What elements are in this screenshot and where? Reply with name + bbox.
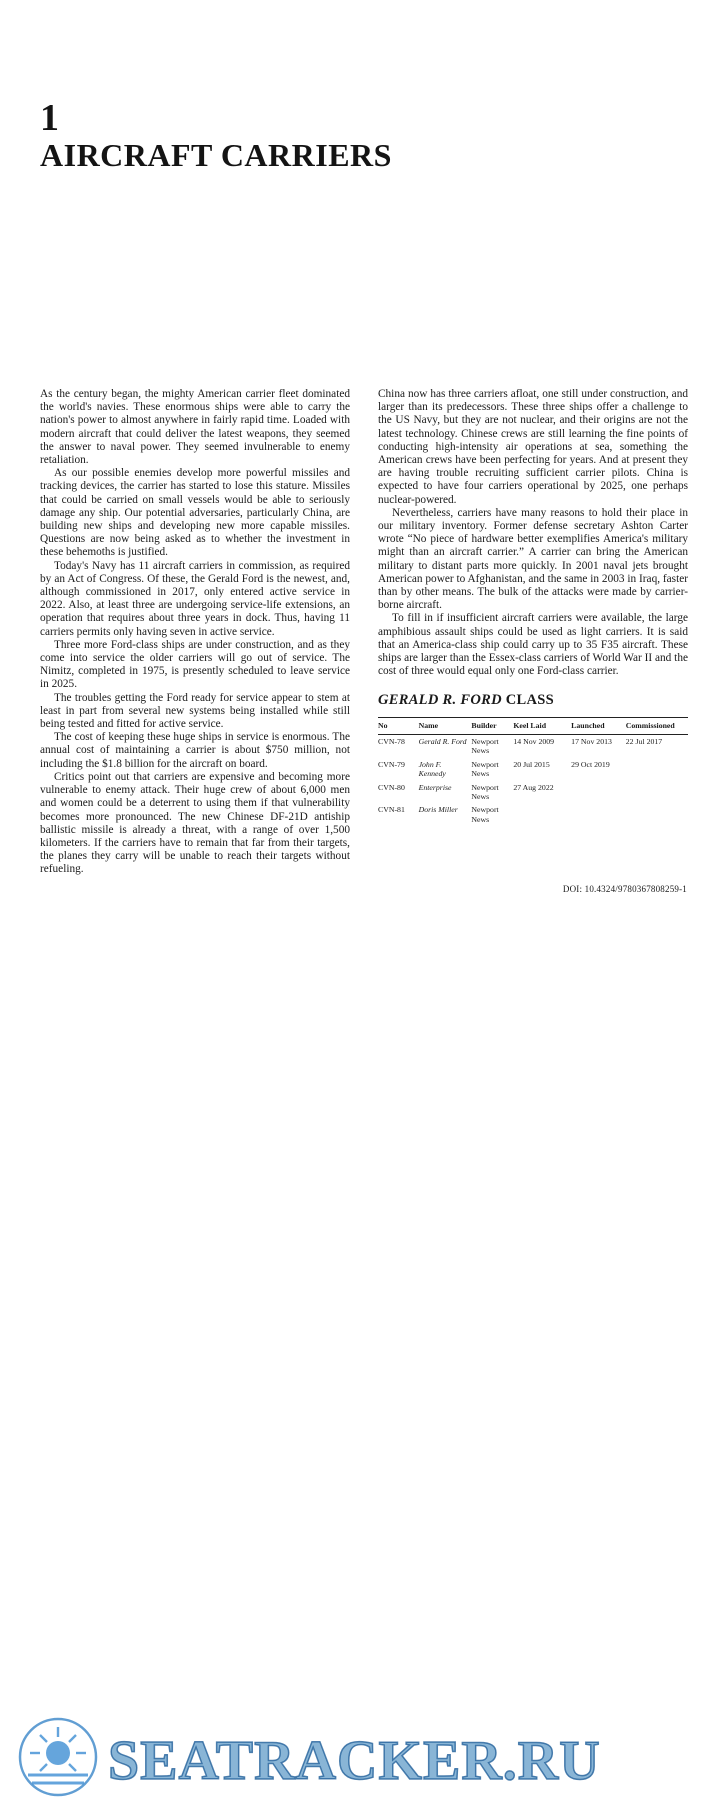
paragraph: The cost of keeping these huge ships in service is enormous. The annual cost of maintaining a carrier is about $750 million, not including the $1.8 billion for the aircraft on board. [40, 731, 350, 770]
body-columns [40, 388, 688, 877]
chapter-number: 1 [40, 97, 59, 139]
cell-keel-laid: 27 Aug 2022 [513, 782, 554, 792]
cell-name: John F. Kennedy [418, 759, 446, 779]
paragraph: Nevertheless, carriers have many reasons to hold their place in our military inventory. Former defense secretary Ashton Carter wrote “No piece of hardware better exemplifies America's military might than an aircraft carrier.” A carrier can bring the American military to distant parts more quickly. In 2001 naval jets brought American power to Afghanistan, and the same in 2003 in Iraq, faster than by other means. The bulk of the attacks were made by carrier-borne aircraft. [378, 506, 688, 612]
cell-no: CVN-81 [378, 805, 405, 815]
column-header-no: No [378, 718, 419, 734]
cell-launched [571, 803, 626, 826]
paragraph: Three more Ford-class ships are under construction, and as they come into service the older carriers will go out of service. The Nimitz, completed in 1975, is presently scheduled to leave service in 2025. [40, 638, 350, 691]
section-heading-italic: GERALD R. FORD [378, 692, 502, 709]
cell-keel-laid: 20 Jul 2015 [513, 759, 550, 769]
cell-builder: Newport News [471, 782, 499, 801]
paragraph: The troubles getting the Ford ready for service appear to stem at least in part from several new systems being installed while still being tested and fitted for active service. [40, 691, 350, 731]
section-heading [378, 692, 688, 709]
right-column [378, 388, 688, 877]
table-header-row [378, 718, 688, 734]
column-header-launched: Launched [571, 718, 626, 734]
cell-name: Gerald R. Ford [418, 736, 467, 746]
cell-builder: Newport News [471, 759, 499, 779]
watermark-text: SEATRACKER.RU [108, 1730, 601, 1792]
cell-launched [571, 781, 626, 804]
doi-text: DOI: 10.4324/9780367808259-1 [562, 884, 687, 894]
paragraph: Critics point out that carriers are expensive and becoming more vulnerable to enemy attack. Their huge crew of about 6,000 men and women could be a deterrent to using them if that vulnerability becomes more pronounced. The new Chinese DF-21D antiship ballistic missile is already a threat, with a range of over 1,500 kilometers. If the carriers have to remain that far from their targets, the planes they carry will be unable to reach their targets without refueling. [40, 770, 350, 876]
table-row [378, 803, 688, 826]
paragraph: China now has three carriers afloat, one still under construction, and larger than its predecessors. These three ships offer a challenge to the US Navy, but they are not nuclear, and their origins are not the latest technology. Chinese crews are still learning the fine points of conducting high-intensity air operations at sea, something the American crews have been perfecting for years. And at present they are having trouble recruiting sufficient carrier pilots. China is expected to have four carriers operational by 2025, one perhaps nuclear-powered. [378, 388, 688, 506]
paragraph: As our possible enemies develop more powerful missiles and tracking devices, the carrier has started to lose this stature. Missiles that could be carried on small vessels would be able to seriously damage any ship. Our potential adversaries, particularly China, are building new ships and developing new more capable missiles. Questions are now being asked as to whether the investment in these behemoths is justified. [40, 467, 350, 559]
cell-no: CVN-79 [378, 759, 405, 769]
cell-commissioned [626, 781, 688, 804]
column-header-builder: Builder [471, 718, 513, 734]
column-header-name: Name [419, 718, 472, 734]
cell-keel-laid: 14 Nov 2009 [513, 736, 555, 746]
column-header-keel-laid: Keel Laid [513, 718, 571, 734]
left-column [40, 388, 350, 877]
cell-name: Doris Miller [418, 805, 458, 815]
sun-logo-icon [18, 1717, 98, 1797]
table-row [378, 734, 688, 757]
cell-builder: Newport News [471, 805, 499, 824]
section-heading-roman: CLASS [501, 692, 555, 709]
paragraph: Today's Navy has 11 aircraft carriers in commission, as required by an Act of Congress. Of these, the Gerald Ford is the newest, and, although commissioned in 2017, only entered active service in 2022. Also, at least three are undergoing service-life extensions, an operation that requires about three years in dock. Thus, having 11 carriers permits only having seven in active service. [40, 559, 350, 638]
cell-keel-laid [513, 803, 571, 826]
table-row [378, 758, 688, 781]
paragraph: As the century began, the mighty American carrier fleet dominated the world's navies. These enormous ships were able to carry the nation's power to almost anywhere in fairly rapid time. Loaded with modern aircraft that could deliver the latest weapons, they seemed the answer to naval power. They seemed invulnerable to enemy retaliation. [40, 388, 350, 467]
cell-builder: Newport News [471, 736, 499, 756]
page-title: AIRCRAFT CARRIERS [40, 137, 392, 173]
column-header-commissioned: Commissioned [626, 718, 688, 734]
table-row [378, 781, 688, 804]
paragraph: To fill in if insufficient aircraft carriers were available, the large amphibious assault ships could be used as light carriers. It is said that an America-class ship could carry up to 35 F35 aircraft. These ships are larger than the Essex-class carriers of World War II and the cost of three would equal only one Ford-class carrier. [378, 612, 688, 678]
cell-no: CVN-80 [378, 782, 405, 792]
cell-name: Enterprise [418, 782, 452, 792]
cell-no: CVN-78 [378, 736, 405, 746]
cell-commissioned [626, 758, 688, 781]
cell-launched: 17 Nov 2013 [571, 736, 612, 746]
cell-launched: 29 Oct 2019 [571, 759, 610, 769]
cell-commissioned [626, 803, 688, 826]
ship-class-table [378, 717, 688, 826]
cell-commissioned: 22 Jul 2017 [625, 736, 663, 746]
